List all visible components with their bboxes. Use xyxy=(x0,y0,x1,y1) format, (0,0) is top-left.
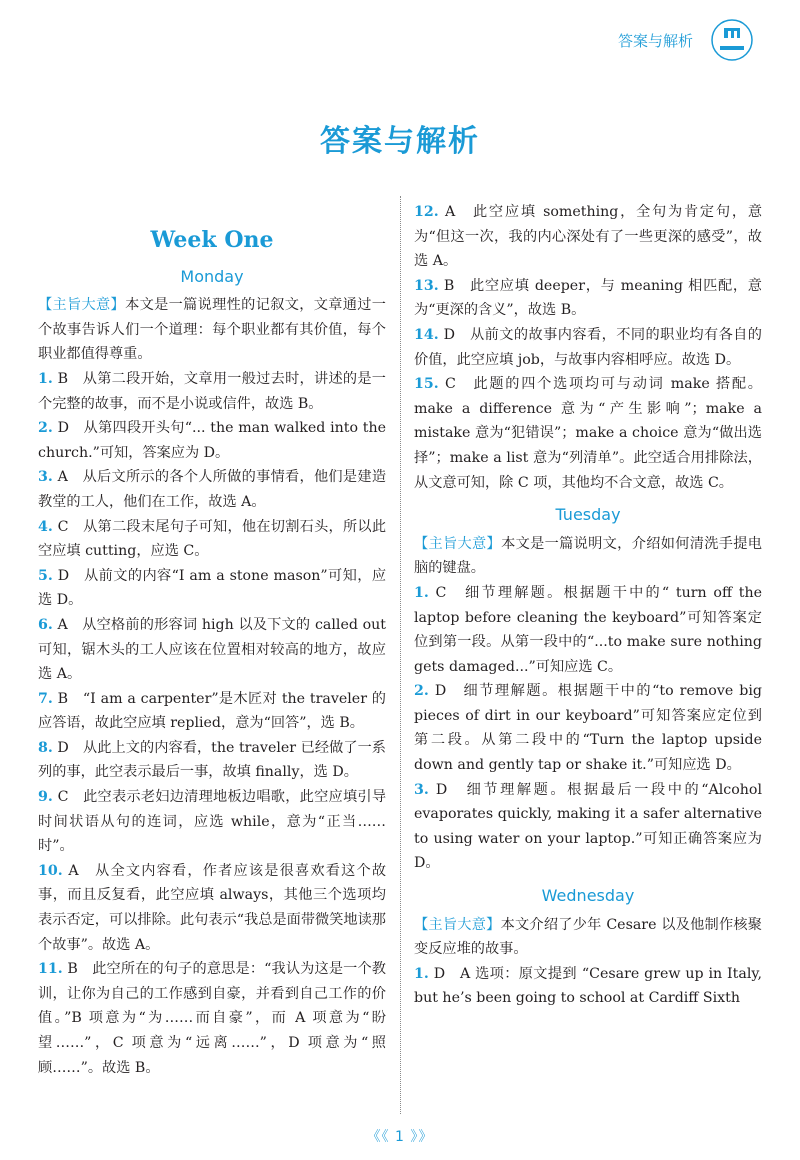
answer-item: 1. B 从第二段开始，文章用一般过去时，讲述的是一个完整的故事，而不是小说或信件，故选 B。 xyxy=(38,370,386,412)
summary-label: 【主旨大意】 xyxy=(414,916,501,933)
answer-item: 9. C 此空表示老妇边清理地板边唱歌，此空应填引导时间状语从句的连词，应选 while，意为“正当……时”。 xyxy=(38,789,387,855)
answer-item: 3. D 细节理解题。根据最后一段中的“Alcohol evaporates quickly, making it a safer alternative to using water on your laptop.”可知正确答案应为 D。 xyxy=(414,781,762,872)
answer-item: 13. B 此空应填 deeper，与 meaning 相匹配，意为“更深的含义”，故选 B。 xyxy=(414,277,762,319)
day-title-wednesday: Wednesday xyxy=(541,886,635,906)
summary-paragraph xyxy=(38,293,386,367)
page-title: 答案与解析 xyxy=(320,124,480,159)
right-column xyxy=(414,200,762,1011)
summary-text: 本文是一篇说明文，介绍如何清洗手提电脑的键盘。 xyxy=(414,535,762,577)
section-label: 答案与解析 xyxy=(618,32,694,50)
publisher-logo-icon xyxy=(710,18,754,62)
answer-item: 12. A 此空应填 something，全句为肯定句，意为“但这一次，我的内心深处有了一些更深的感受”，故选 A。 xyxy=(414,204,763,270)
column-divider xyxy=(400,196,401,1114)
answer-item: 7. B “I am a carpenter”是木匠对 the traveler 的应答语，故此空应填 replied，意为“回答”，选 B。 xyxy=(38,690,386,732)
answer-item: 10. A 从全文内容看，作者应该是很喜欢看这个故事，而且反复看，此空应填 always，其他三个选项均表示否定，可以排除。此句表示“我总是面带微笑地读那个故事”。故选 A。 xyxy=(38,862,387,953)
answer-item: 3. A 从后文所示的各个人所做的事情看，他们是建造教堂的工人，他们在工作，故选 A。 xyxy=(38,469,387,510)
answer-item: 2. D 从第四段开头句“... the man walked into the church.”可知，答案应为 D。 xyxy=(38,420,386,461)
summary-label: 【主旨大意】 xyxy=(414,535,502,552)
summary-label: 【主旨大意】 xyxy=(38,297,126,314)
summary-text: 本文介绍了少年 Cesare 以及他制作核聚变反应堆的故事。 xyxy=(414,916,762,958)
left-column xyxy=(38,200,386,1080)
answer-item: 1. D A 选项：原文提到 “Cesare grew up in Italy, but he’s been going to school at Cardiff Sixth xyxy=(414,965,762,1007)
week-title: Week One xyxy=(150,227,274,253)
answer-item: 2. D 细节理解题。根据题干中的“to remove big pieces of dirt in our keyboard”可知答案应定位到第二段。从第二段中的“Turn the laptop upside down and gently tap or shake it.”可知应选 D。 xyxy=(414,683,762,774)
day-title-tuesday: Tuesday xyxy=(555,505,621,525)
page-number: 《《 1 》》 xyxy=(366,1129,434,1145)
answer-item: 6. A 从空格前的形容词 high 以及下文的 called out 可知，锯木头的工人应该在位置相对较高的地方，故应选 A。 xyxy=(38,616,386,683)
answer-item: 4. C 从第二段末尾句子可知，他在切割石头，所以此空应填 cutting，应选 C。 xyxy=(38,518,387,560)
summary-paragraph xyxy=(414,532,762,581)
answer-item: 1. C 细节理解题。根据题干中的“ turn off the laptop before cleaning the keyboard”可知答案定位到第一段。从第一段中的“...to make sure nothing gets damaged...”可知应选 C。 xyxy=(414,584,762,675)
answer-item: 8. D 从此上文的内容看，the traveler 已经做了一系列的事，此空表示最后一事，故填 finally，选 D。 xyxy=(38,739,386,781)
summary-paragraph xyxy=(414,913,762,962)
day-title-monday: Monday xyxy=(180,266,244,286)
answer-item: 14. D 从前文的故事内容看，不同的职业均有各自的价值，此空应填 job，与故事内容相呼应。故选 D。 xyxy=(414,326,762,368)
summary-text: 本文是一篇说理性的记叙文，文章通过一个故事告诉人们一个道理：每个职业都有其价值，每个职业都值得尊重。 xyxy=(38,297,386,363)
answer-item: 5. D 从前文的内容“I am a stone mason”可知，应选 D。 xyxy=(38,567,387,609)
answer-item: 11. B 此空所在的句子的意思是：“我认为这是一个教训，让你为自己的工作感到自豪，并看到自己工作的价值。”B 项意为“为……而自豪”，而 A 项意为“盼望……”，C 项意为“远离……”，D 项意为“照顾……”。故选 B。 xyxy=(38,961,386,1076)
answer-item: 15. C 此题的四个选项均可与动词 make 搭配。make a difference 意为“产生影响”；make a mistake 意为“犯错误”；make a choice 意为“做出选择”；make a list 意为“列清单”。此空适合用排除法，从文意可知，除 C 项，其他均不合文意，故选 C。 xyxy=(414,376,762,491)
